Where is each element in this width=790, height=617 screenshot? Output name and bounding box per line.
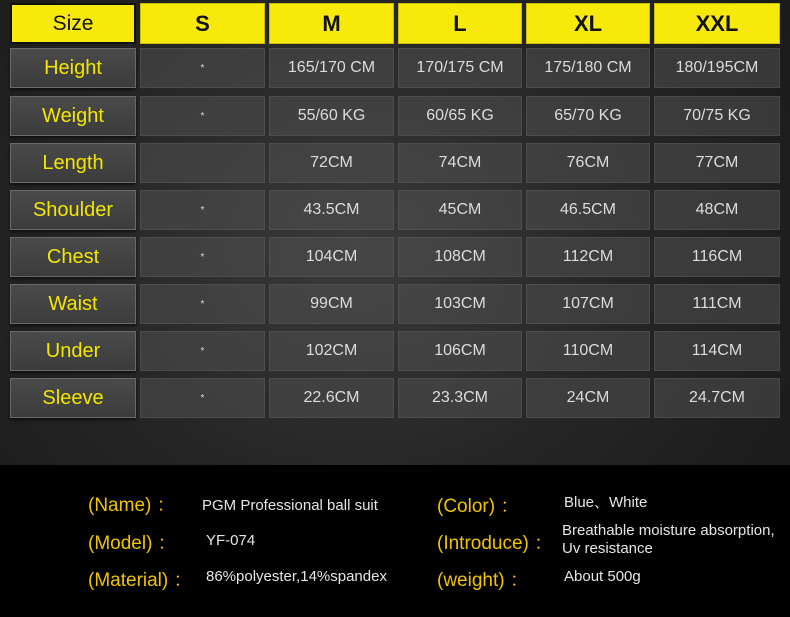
- cell-length-m: 72CM: [269, 143, 394, 183]
- cell-waist-xxl: 111CM: [654, 284, 780, 324]
- cell-waist-s: *: [140, 284, 265, 324]
- size-header: Size: [10, 3, 136, 44]
- cell-under-l: 106CM: [398, 331, 522, 371]
- cell-chest-s: *: [140, 237, 265, 277]
- cell-height-l: 170/175 CM: [398, 48, 522, 88]
- row-label-height: Height: [10, 48, 136, 88]
- cell-waist-m: 99CM: [269, 284, 394, 324]
- row-label-weight: Weight: [10, 96, 136, 136]
- name-key: (Name) ：: [88, 495, 176, 516]
- row-label-waist: Waist: [10, 284, 136, 324]
- model-value: YF-074: [206, 532, 256, 549]
- cell-sleeve-xl: 24CM: [526, 378, 650, 418]
- introduce-value-line1: Breathable moisture absorption,: [562, 522, 775, 539]
- row-label-sleeve: Sleeve: [10, 378, 136, 418]
- cell-weight-m: 55/60 KG: [269, 96, 394, 136]
- cell-chest-xl: 112CM: [526, 237, 650, 277]
- cell-weight-xxl: 70/75 KG: [654, 96, 780, 136]
- cell-length-xxl: 77CM: [654, 143, 780, 183]
- cell-under-s: *: [140, 331, 265, 371]
- cell-sleeve-xxl: 24.7CM: [654, 378, 780, 418]
- size-s-header: S: [140, 3, 265, 44]
- material-key: (Material) ：: [88, 570, 193, 591]
- cell-waist-l: 103CM: [398, 284, 522, 324]
- cell-sleeve-s: *: [140, 378, 265, 418]
- cell-height-xl: 175/180 CM: [526, 48, 650, 88]
- cell-height-s: *: [140, 48, 265, 88]
- color-key: (Color) ：: [437, 496, 520, 517]
- cell-weight-xl: 65/70 KG: [526, 96, 650, 136]
- cell-under-m: 102CM: [269, 331, 394, 371]
- row-label-under: Under: [10, 331, 136, 371]
- size-m-header: M: [269, 3, 394, 44]
- cell-shoulder-l: 45CM: [398, 190, 522, 230]
- color-value: Blue、White: [564, 494, 648, 511]
- cell-length-s: [140, 143, 265, 183]
- introduce-value-line2: Uv resistance: [562, 540, 653, 557]
- cell-weight-s: *: [140, 96, 265, 136]
- weight-key: (weight) ：: [437, 570, 529, 591]
- cell-shoulder-xl: 46.5CM: [526, 190, 650, 230]
- cell-chest-m: 104CM: [269, 237, 394, 277]
- cell-height-xxl: 180/195CM: [654, 48, 780, 88]
- cell-shoulder-m: 43.5CM: [269, 190, 394, 230]
- cell-under-xl: 110CM: [526, 331, 650, 371]
- cell-length-l: 74CM: [398, 143, 522, 183]
- product-info-panel: [0, 465, 790, 617]
- cell-under-xxl: 114CM: [654, 331, 780, 371]
- cell-shoulder-s: *: [140, 190, 265, 230]
- introduce-key: (Introduce) ：: [437, 533, 554, 554]
- cell-shoulder-xxl: 48CM: [654, 190, 780, 230]
- cell-sleeve-l: 23.3CM: [398, 378, 522, 418]
- row-label-shoulder: Shoulder: [10, 190, 136, 230]
- cell-chest-xxl: 116CM: [654, 237, 780, 277]
- model-key: (Model) ：: [88, 533, 177, 554]
- cell-waist-xl: 107CM: [526, 284, 650, 324]
- row-label-chest: Chest: [10, 237, 136, 277]
- weight-value: About 500g: [564, 568, 641, 585]
- name-value: PGM Professional ball suit: [202, 497, 378, 514]
- cell-sleeve-m: 22.6CM: [269, 378, 394, 418]
- material-value: 86%polyester,14%spandex: [206, 568, 387, 585]
- row-label-length: Length: [10, 143, 136, 183]
- size-xl-header: XL: [526, 3, 650, 44]
- size-l-header: L: [398, 3, 522, 44]
- cell-weight-l: 60/65 KG: [398, 96, 522, 136]
- cell-chest-l: 108CM: [398, 237, 522, 277]
- cell-length-xl: 76CM: [526, 143, 650, 183]
- cell-height-m: 165/170 CM: [269, 48, 394, 88]
- size-xxl-header: XXL: [654, 3, 780, 44]
